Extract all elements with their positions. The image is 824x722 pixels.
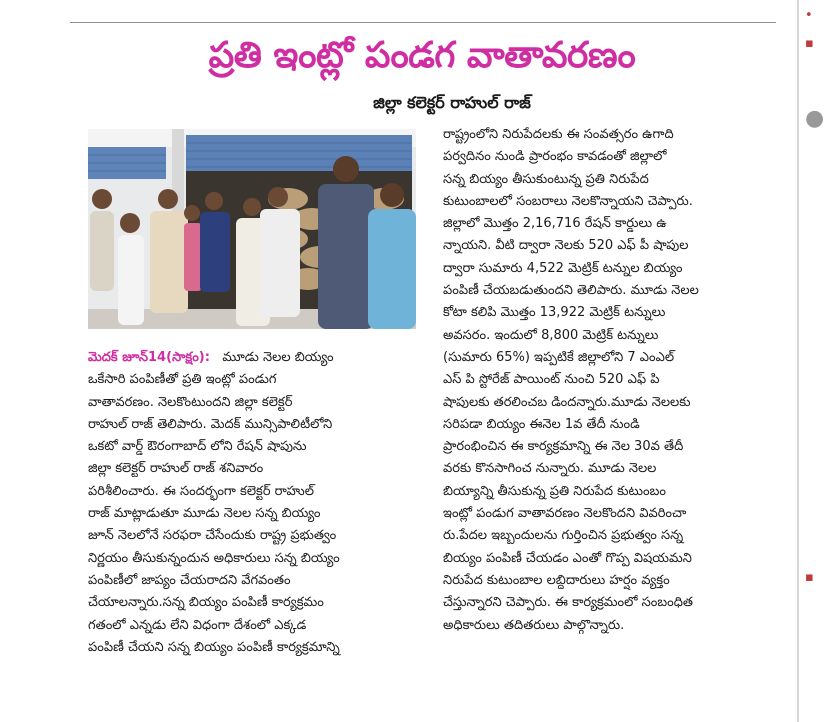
adjacent-article-edge: ● — [805, 106, 824, 131]
page-edge-rule — [797, 0, 799, 722]
column-line: నిరుపేద కుటుంబాల లబ్దిదారులు హర్షం వ్యక్తం — [443, 572, 670, 588]
adjacent-article-edge: ▪ — [805, 36, 814, 51]
column-line: ఒకేసారి పంపిణీతో ప్రతి ఇంట్లో పండుగ — [88, 372, 277, 388]
column-line: గతంలో ఎన్నడు లేని విధంగా దేశంలో ఎక్కడ — [88, 617, 307, 633]
column-line: పరిశీలించారు. ఈ సందర్భంగా కలెక్టర్ రాహుల్ — [88, 483, 314, 499]
column-line: వాతావరణం. నెలకొంటుందని జిల్లా కలెక్టర్ — [88, 394, 293, 410]
article-column-right — [443, 124, 773, 637]
column-line: సన్న బియ్యం తీసుకుంటున్న ప్రతి నిరుపేద — [443, 171, 649, 187]
column-line: జిల్లాలో మొత్తం 2,16,716 రేషన్ కార్డులు ఉ — [443, 216, 667, 232]
column-line: రాష్ట్రంలోని నిరుపేదలకు ఈ సంవత్సరం ఉగాది — [443, 127, 674, 142]
column-line: ద్వారా సుమారు 4,522 మెట్రిక్ టన్నుల బియ్యం — [443, 260, 683, 276]
column-line: పంపిణీలో జాప్యం చేయరాదని వేగవంతం — [88, 572, 291, 588]
column-line: బియ్యాన్ని తీసుకున్న ప్రతి నిరుపేద కుటుంబం — [443, 483, 666, 499]
column-line: (సుమారు 65%) ఇప్పటికే జిల్లాలోని 7 ఎంఎల్ — [443, 349, 675, 365]
column-line: పంపిణీ చేయబడుతుందని తెలిపారు. మూడు నెలల — [443, 283, 699, 299]
column-line: చేయాలన్నారు.సన్న బియ్యం పంపిణీ కార్యక్రమం — [88, 595, 324, 611]
dateline: మెదక్ జూన్14(సాక్షం): — [88, 350, 210, 365]
column-line: రాజ్ మాట్లాడుతూ మూడు నెలల సన్న బియ్యం — [88, 506, 321, 522]
column-line: పంపిణీ చేయని సన్న బియ్యం పంపిణీ కార్యక్రమాన్ని — [88, 639, 340, 655]
column-line: రాహుల్ రాజ్ తెలిపారు. మెదక్ మున్సిపాలిటీలోని — [88, 416, 333, 432]
column-line: జిల్లా కలెక్టర్ రాహుల్ రాజ్ శనివారం — [88, 461, 264, 477]
column-line: కుటుంబాలలో సంబరాలు నెలకొన్నాయని చెప్పారు. — [443, 193, 693, 209]
column-line: వరకు కొనసాగించ నున్నారు. మూడు నెలల — [443, 461, 657, 477]
column-line: ఒకటో వార్డ్ ఔరంగాబాద్ లోని రేషన్ షాపును — [88, 439, 307, 455]
column-line: ఇంట్లో పండుగ వాతావరణం నెలకొందని వివరించా — [443, 506, 687, 522]
column-line-text: మూడు నెలల బియ్యం — [222, 350, 334, 365]
column-line — [88, 347, 430, 369]
column-line: జూన్ నెలలోనే సరఫరా చేసేందుకు రాష్ట్ర ప్రభుత్వం — [88, 528, 337, 544]
column-line: రు.పేదల ఇబ్బందులను గుర్తించిన ప్రభుత్వం సన్న — [443, 528, 684, 544]
top-rule — [70, 22, 776, 23]
subheadline: జిల్లా కలెక్టర్ రాహుల్ రాజ్ — [373, 93, 531, 112]
adjacent-article-edge: ▪ — [805, 570, 814, 585]
news-photo — [88, 129, 416, 329]
column-line: న్నాయని. వీటి ద్వారా నెలకు 520 ఎఫ్ పీ షాపుల — [443, 238, 689, 254]
column-line: బియ్యం పంపిణీ చేయడం ఎంతో గొప్ప విషయమని — [443, 550, 692, 566]
headline: ప్రతి ఇంట్లో పండగ వాతావరణం — [208, 35, 636, 76]
column-line: ప్రారంభించిన ఈ కార్యక్రమాన్ని ఈ నెల 30వ తేదీ — [443, 439, 684, 455]
column-line: ఎస్ పి స్టోరేజ్ పాయింట్ నుంచి 520 ఎఫ్ పి — [443, 372, 660, 388]
column-line: షాపులకు తరలించబ డిందన్నారు.మూడు నెలలకు — [443, 394, 691, 410]
column-line: సరిపడా బియ్యం ఈనెల 1వ తేదీ నుండి — [443, 416, 640, 432]
column-line: అవసరం. ఇందులో 8,800 మెట్రిక్ టన్నులు — [443, 327, 659, 343]
column-line: పర్వదినం నుండి ప్రారంభం కావడంతో జిల్లాలో — [443, 149, 667, 165]
column-line: చేస్తున్నారని చెప్పారు. ఈ కార్యక్రమంలో సంబంధిత — [443, 595, 694, 611]
column-line: కోటా కలిపి మొత్తం 13,922 మెట్రిక్ టన్నులు — [443, 305, 666, 321]
column-line: నిర్ణయం తీసుకున్నందున అధికారులు సన్న బియ్యం — [88, 550, 340, 566]
adjacent-article-edge: • — [805, 8, 813, 23]
article-column-left — [88, 347, 430, 659]
column-line: అధికారులు తదితరులు పాల్గొన్నారు. — [443, 617, 625, 633]
